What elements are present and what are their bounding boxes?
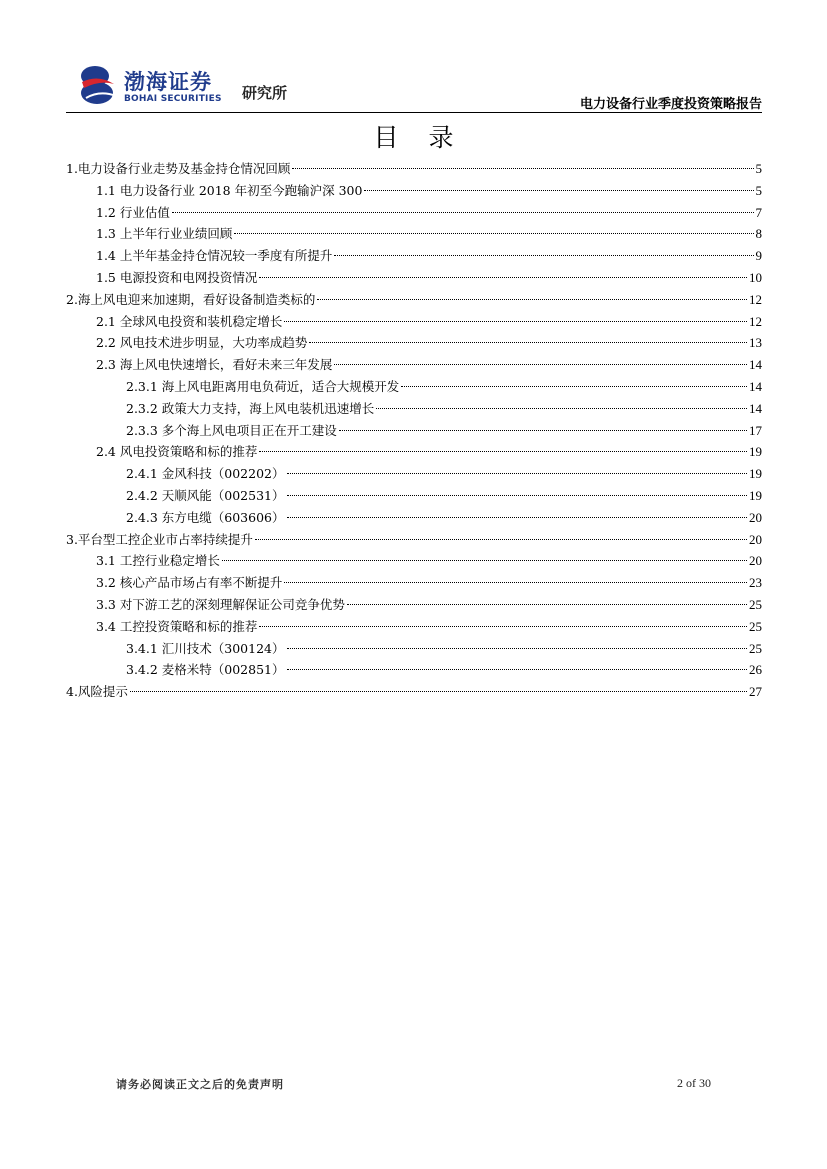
toc-entry-page: 12 [749,313,762,329]
footer-page-number: 2 of 30 [677,1076,711,1090]
toc-dot-leader [287,648,748,649]
toc-entry-title: 3.4.2 麦格米特（002851） [126,662,285,678]
report-title: 电力设备行业季度投资策略报告 [579,97,762,112]
toc-dot-leader [292,168,753,169]
toc-entry-page: 10 [749,269,762,285]
toc-entry[interactable] [66,485,762,507]
toc-entry-title: 2.4.2 天顺风能（002531） [126,487,285,503]
toc-entry[interactable] [66,638,762,660]
toc-entry[interactable] [66,420,762,442]
toc-entry-title: 1.1 电力设备行业 2018 年初至今跑输沪深 300 [96,182,363,198]
toc-entry-title: 3.3 对下游工艺的深刻理解保证公司竞争优势 [96,596,345,612]
toc-entry-title: 4.风险提示 [66,684,128,700]
toc-dot-leader [222,560,747,561]
toc-entry[interactable] [66,311,762,333]
toc-entry-page: 8 [755,226,762,242]
toc-dot-leader [234,233,753,234]
toc-entry[interactable] [66,354,762,376]
toc-entry[interactable] [66,507,762,529]
toc-entry-title: 3.平台型工控企业市占率持续提升 [66,531,253,547]
toc-entry-page: 20 [749,553,762,569]
toc-dot-leader [376,408,747,409]
toc-entry[interactable] [66,332,762,354]
toc-entry-title: 2.3.2 政策大力支持，海上风电装机迅速增长 [126,400,375,416]
toc-entry-page: 5 [755,182,762,198]
toc-entry[interactable] [66,376,762,398]
table-of-contents [66,158,762,703]
toc-entry-title: 2.3.3 多个海上风电项目正在开工建设 [126,422,337,438]
toc-entry-page: 9 [755,248,762,264]
toc-entry-page: 27 [749,684,762,700]
toc-dot-leader [317,299,747,300]
toc-entry-title: 3.2 核心产品市场占有率不断提升 [96,575,283,591]
toc-dot-leader [259,277,747,278]
department-name: 研究所 [242,84,288,102]
toc-dot-leader [339,430,747,431]
footer-disclaimer: 请务必阅读正文之后的免责声明 [116,1078,284,1091]
toc-entry-page: 23 [749,575,762,591]
toc-entry[interactable] [66,289,762,311]
toc-entry-page: 19 [749,444,762,460]
toc-entry[interactable] [66,681,762,703]
toc-dot-leader [309,342,747,343]
toc-entry[interactable] [66,398,762,420]
toc-entry-title: 2.3.1 海上风电距离用电负荷近，适合大规模开发 [126,378,400,394]
toc-entry-title: 1.2 行业估值 [96,204,170,220]
toc-entry-page: 25 [749,596,762,612]
toc-dot-leader [334,364,747,365]
toc-entry[interactable] [66,158,762,180]
toc-dot-leader [287,669,748,670]
toc-entry-page: 14 [749,378,762,394]
toc-entry-page: 20 [749,509,762,525]
toc-entry-page: 12 [749,291,762,307]
toc-dot-leader [172,212,754,213]
toc-entry-title: 2.4.1 金风科技（002202） [126,466,285,482]
toc-dot-leader [255,539,747,540]
toc-entry[interactable] [66,223,762,245]
toc-entry-title: 2.1 全球风电投资和装机稳定增长 [96,313,283,329]
toc-entry[interactable] [66,180,762,202]
toc-dot-leader [284,321,747,322]
toc-dot-leader [287,495,748,496]
toc-dot-leader [130,691,747,692]
toc-entry[interactable] [66,572,762,594]
toc-entry[interactable] [66,202,762,224]
toc-entry[interactable] [66,594,762,616]
toc-dot-leader [334,255,753,256]
toc-entry[interactable] [66,550,762,572]
toc-title: 目录 [373,123,484,152]
toc-entry[interactable] [66,245,762,267]
toc-entry-page: 20 [749,531,762,547]
company-logo [78,64,288,110]
toc-entry[interactable] [66,463,762,485]
toc-entry-title: 2.3 海上风电快速增长，看好未来三年发展 [96,357,333,373]
toc-entry-page: 25 [749,618,762,634]
toc-entry-page: 19 [749,466,762,482]
toc-entry-page: 26 [749,662,762,678]
toc-entry-title: 1.3 上半年行业业绩回顾 [96,226,233,242]
toc-entry[interactable] [66,529,762,551]
toc-dot-leader [347,604,747,605]
toc-entry-title: 1.5 电源投资和电网投资情况 [96,269,258,285]
toc-entry[interactable] [66,441,762,463]
toc-dot-leader [364,190,753,191]
brand-name-en: BOHAI SECURITIES [124,94,222,104]
toc-entry-page: 25 [749,640,762,656]
bohai-logo-icon [78,64,118,106]
toc-entry-page: 14 [749,357,762,373]
toc-entry-title: 2.4.3 东方电缆（603606） [126,509,285,525]
toc-entry[interactable] [66,659,762,681]
page-header [66,60,762,114]
toc-entry-title: 2.2 风电技术进步明显，大功率成趋势 [96,335,308,351]
toc-dot-leader [284,582,747,583]
toc-entry-page: 14 [749,400,762,416]
toc-entry-title: 3.4 工控投资策略和标的推荐 [96,618,258,634]
toc-dot-leader [259,451,747,452]
toc-entry-page: 17 [749,422,762,438]
toc-entry[interactable] [66,267,762,289]
toc-dot-leader [287,517,748,518]
toc-dot-leader [259,626,747,627]
toc-entry[interactable] [66,616,762,638]
toc-entry-title: 1.电力设备行业走势及基金持仓情况回顾 [66,161,291,176]
header-divider [66,112,762,113]
brand-name-cn: 渤海证券 [124,70,212,94]
toc-entry-page: 13 [749,335,762,351]
toc-entry-page: 5 [755,161,762,176]
toc-entry-title: 2.海上风电迎来加速期，看好设备制造类标的 [66,291,316,307]
toc-entry-page: 19 [749,487,762,503]
toc-dot-leader [401,386,747,387]
toc-entry-title: 1.4 上半年基金持仓情况较一季度有所提升 [96,248,333,264]
toc-entry-title: 3.1 工控行业稳定增长 [96,553,220,569]
toc-dot-leader [287,473,748,474]
toc-entry-page: 7 [755,204,762,220]
toc-entry-title: 3.4.1 汇川技术（300124） [126,640,285,656]
toc-entry-title: 2.4 风电投资策略和标的推荐 [96,444,258,460]
